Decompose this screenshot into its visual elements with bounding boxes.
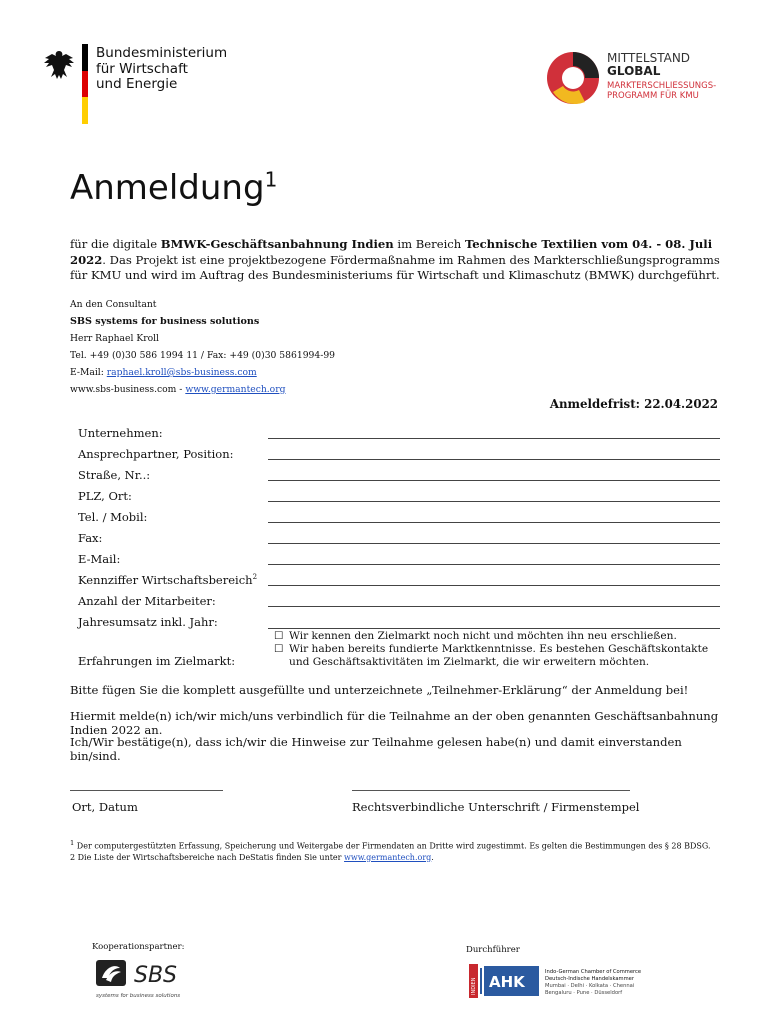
cooperation-partner-label: Kooperationspartner: bbox=[92, 942, 185, 952]
program-subtitle: MARKTERSCHLIESSUNGS- PROGRAMM FÜR KMU bbox=[607, 81, 717, 101]
field-label: E-Mail: bbox=[78, 552, 121, 566]
federal-eagle-icon bbox=[42, 48, 76, 82]
footnote-2: 2 Die Liste der Wirtschaftsbereiche nach DeStatis finden Sie unter www.germantech.org. bbox=[70, 852, 434, 862]
field-label: Anzahl der Mitarbeiter: bbox=[78, 594, 216, 608]
option-existing-market[interactable]: ☐ Wir haben bereits fundierte Marktkenntnisse. Es bestehen Geschäftskontakte und Geschäftsaktivitäten im Zielmarkt, die wir erweitern möchten. bbox=[274, 643, 709, 668]
field-label: Straße, Nr..: bbox=[78, 468, 151, 482]
input-line[interactable] bbox=[268, 459, 720, 460]
declaration-confirmation: Ich/Wir bestätige(n), dass ich/wir die Hinweise zur Teilnahme gelesen habe(n) und damit einverstanden bin/sind. bbox=[70, 735, 682, 763]
input-line[interactable] bbox=[268, 606, 720, 607]
form-row-employees[interactable] bbox=[78, 588, 720, 610]
contact-person: Herr Raphael Kroll bbox=[70, 333, 159, 344]
mittelstand-global-circle-icon bbox=[545, 50, 601, 106]
intro-paragraph: für die digitale BMWK-Geschäftsanbahnung Indien im Bereich Technische Textilien vom 04. - 08. Juli 2022. Das Projekt ist eine projektbezogene Fördermaßnahme im Rahmen des Markterschließungsprogramms für KMU und wird im Auftrag des Bundesministeriums für Wirtschaft und Klimaschutz (BMWK) durchgeführt. bbox=[70, 237, 720, 282]
germantech-footnote-link[interactable]: www.germantech.org bbox=[344, 852, 432, 862]
svg-text:Deutsch-Indische Handelskammer: Deutsch-Indische Handelskammer bbox=[545, 976, 634, 982]
registration-deadline: Anmeldefrist: 22.04.2022 bbox=[549, 397, 718, 411]
input-line[interactable] bbox=[268, 480, 720, 481]
place-date-line[interactable] bbox=[70, 790, 223, 791]
sbs-logo-graphic bbox=[94, 958, 214, 1000]
input-line[interactable] bbox=[268, 628, 720, 629]
contact-phone: Tel. +49 (0)30 586 1994 11 / Fax: +49 (0)30 5861994-99 bbox=[70, 350, 336, 361]
experience-label: Erfahrungen im Zielmarkt: bbox=[78, 654, 236, 668]
sbs-logo bbox=[94, 958, 214, 1000]
field-label: Ansprechpartner, Position: bbox=[78, 447, 234, 461]
svg-text:Bengaluru · Pune · Düsseldorf: Bengaluru · Pune · Düsseldorf bbox=[545, 990, 623, 996]
program-title: MITTELSTAND GLOBAL bbox=[607, 51, 691, 78]
svg-text:systems for business solutions: systems for business solutions bbox=[96, 993, 181, 999]
form-row-email[interactable] bbox=[78, 546, 720, 568]
field-label: Jahresumsatz inkl. Jahr: bbox=[78, 615, 218, 629]
checkbox-icon[interactable]: ☐ bbox=[274, 643, 284, 655]
field-label: Fax: bbox=[78, 531, 103, 545]
instruction-text: Bitte fügen Sie die komplett ausgefüllte und unterzeichnete „Teilnehmer-Erklärung“ der Anmeldung bei! bbox=[70, 683, 689, 697]
footnotes bbox=[70, 838, 720, 863]
form-row-contact-person[interactable] bbox=[78, 441, 720, 463]
ahk-logo bbox=[469, 964, 659, 998]
field-label: Kennziffer Wirtschaftsbereich$^2$ bbox=[78, 573, 258, 587]
svg-text:AHK: AHK bbox=[489, 973, 525, 991]
ministry-name: Bundesministerium für Wirtschaft und Energie bbox=[96, 45, 228, 92]
checkbox-icon[interactable]: ☐ bbox=[274, 630, 284, 642]
contact-company: SBS systems for business solutions bbox=[70, 316, 260, 327]
input-line[interactable] bbox=[268, 522, 720, 523]
field-label: PLZ, Ort: bbox=[78, 489, 132, 503]
form-row-fax[interactable] bbox=[78, 525, 720, 547]
contact-web-row: www.sbs-business.com - www.germantech.org bbox=[70, 384, 286, 395]
contact-to: An den Consultant bbox=[70, 299, 157, 310]
input-line[interactable] bbox=[268, 564, 720, 565]
signature-label: Rechtsverbindliche Unterschrift / Firmenstempel bbox=[352, 800, 640, 814]
form-row-street[interactable] bbox=[78, 462, 720, 484]
signature-line[interactable] bbox=[352, 790, 630, 791]
input-line[interactable] bbox=[268, 501, 720, 502]
executor-label: Durchführer bbox=[466, 945, 520, 955]
input-line[interactable] bbox=[268, 543, 720, 544]
contact-block bbox=[70, 296, 335, 398]
form-row-phone[interactable] bbox=[78, 504, 720, 526]
place-date-label: Ort, Datum bbox=[72, 800, 138, 814]
form-row-sector-code[interactable] bbox=[78, 567, 720, 589]
field-label: Tel. / Mobil: bbox=[78, 510, 148, 524]
input-line[interactable] bbox=[268, 438, 720, 439]
experience-options bbox=[274, 630, 708, 669]
email-link[interactable]: raphael.kroll@sbs-business.com bbox=[106, 367, 257, 378]
field-label: Unternehmen: bbox=[78, 426, 163, 440]
mittelstand-global-logo bbox=[545, 50, 745, 110]
option-new-market[interactable]: ☐ Wir kennen den Zielmarkt noch nicht und möchten ihn neu erschließen. bbox=[274, 630, 677, 642]
germantech-link[interactable]: www.germantech.org bbox=[185, 384, 286, 395]
footnote-1: $^1$ Der computergestützten Erfassung, Speicherung und Weitergabe der Firmendaten an Dritte wird zugestimmt. Es gelten die Bestimmungen des § 28 BDSG. bbox=[70, 839, 711, 851]
form-row-zip-city[interactable] bbox=[78, 483, 720, 505]
declaration-registration: Hiermit melde(n) ich/wir mich/uns verbindlich für die Teilnahme an der oben genannten Geschäftsanbahnung Indien 2022 an. bbox=[70, 709, 719, 737]
german-flag-bar bbox=[82, 44, 88, 124]
input-line[interactable] bbox=[268, 585, 720, 586]
contact-email-row: E-Mail: raphael.kroll@sbs-business.com bbox=[70, 367, 257, 378]
form-row-company[interactable] bbox=[78, 420, 720, 442]
svg-text:SBS: SBS bbox=[134, 963, 178, 988]
svg-text:INDIEN: INDIEN bbox=[471, 977, 477, 995]
ahk-logo-graphic bbox=[469, 964, 659, 998]
experience-section bbox=[78, 628, 720, 670]
svg-text:Mumbai · Delhi · Kolkata · Che: Mumbai · Delhi · Kolkata · Chennai bbox=[545, 983, 635, 989]
svg-text:Indo-German Chamber of Commerc: Indo-German Chamber of Commerce bbox=[545, 969, 642, 975]
page-title: Anmeldung$^1$ bbox=[70, 167, 278, 208]
ministry-logo bbox=[42, 44, 242, 126]
